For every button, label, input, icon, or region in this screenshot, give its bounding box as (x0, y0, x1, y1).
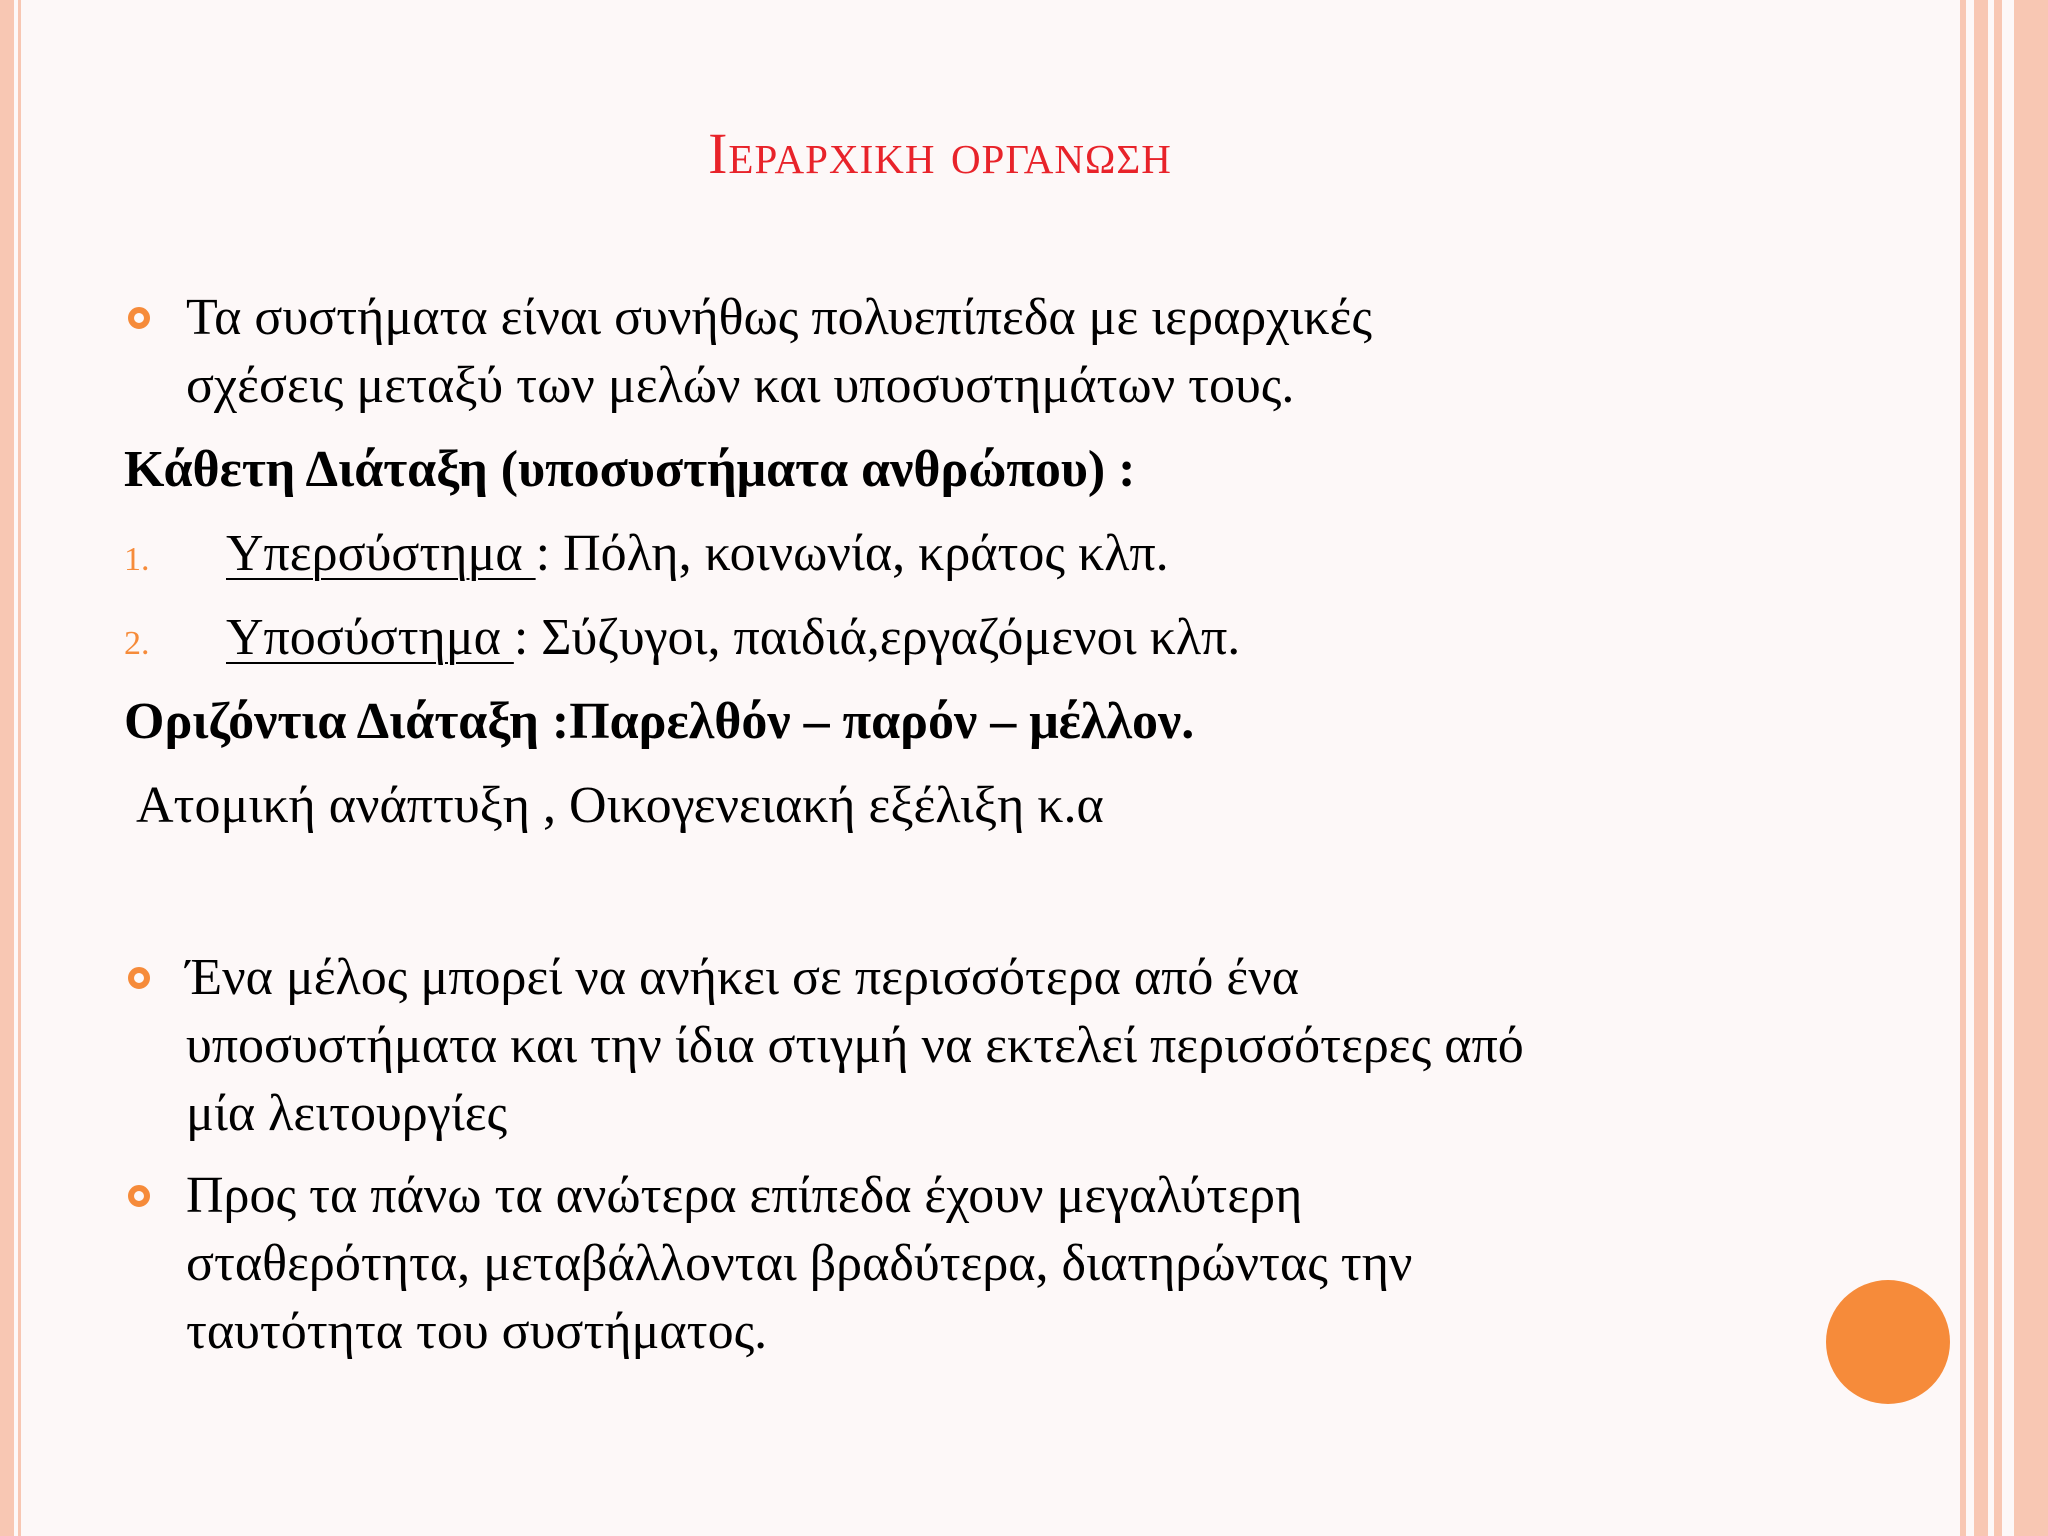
bullet3-line2: σταθερότητα, μεταβάλλονται βραδύτερα, διατηρώντας την (186, 1235, 1413, 1292)
numbered-item-text: : Πόλη, κοινωνία, κράτος κλπ. (535, 525, 1169, 582)
right-stripe (1974, 0, 1988, 1536)
numbered-item-text: : Σύζυγοι, παιδιά,εργαζόμενοι κλπ. (513, 609, 1241, 666)
horizontal-heading: Οριζόντια Διάταξη :Παρελθόν – παρόν – μέλλον. (124, 693, 1195, 750)
right-stripe (1960, 0, 1966, 1536)
numbered-item-term: Υποσύστημα (226, 609, 514, 666)
bullet-ring-icon (128, 307, 150, 329)
right-stripe (1994, 0, 2002, 1536)
numbered-item-2 (226, 604, 1240, 672)
numbered-item-term: Υπερσύστημα (226, 525, 536, 582)
left-stripe-thin (18, 0, 21, 1536)
left-stripe (0, 0, 14, 1536)
bullet1-line1: Τα συστήματα είναι συνήθως πολυεπίπεδα με ιεραρχικές (186, 289, 1372, 346)
bullet-ring-icon (128, 967, 150, 989)
bullet1-line2: σχέσεις μεταξύ των μελών και υποσυστημάτων τους. (186, 357, 1295, 414)
bullet3-line1: Προς τα πάνω τα ανώτερα επίπεδα έχουν μεγαλύτερη (186, 1167, 1303, 1224)
numbered-item-1 (226, 520, 1169, 588)
orange-circle-decoration (1826, 1280, 1950, 1404)
list-number: 2. (124, 625, 150, 662)
right-stripe (2014, 0, 2048, 1536)
bullet-ring-icon (128, 1185, 150, 1207)
vertical-heading: Κάθετη Διάταξη (υποσυστήματα ανθρώπου) : (124, 441, 1136, 498)
horizontal-text: Ατομική ανάπτυξη , Οικογενειακή εξέλιξη κ.α (136, 777, 1104, 834)
bullet2-line1: Ένα μέλος μπορεί να ανήκει σε περισσότερα από ένα (186, 949, 1299, 1006)
list-number: 1. (124, 541, 150, 578)
bullet2-line3: μία λειτουργίες (186, 1085, 508, 1142)
bullet2-line2: υποσυστήματα και την ίδια στιγμή να εκτελεί περισσότερες από (186, 1017, 1524, 1074)
slide-title: Ιεραρχικη οργανωση (708, 121, 1172, 186)
bullet3-line3: ταυτότητα του συστήματος. (186, 1303, 768, 1360)
